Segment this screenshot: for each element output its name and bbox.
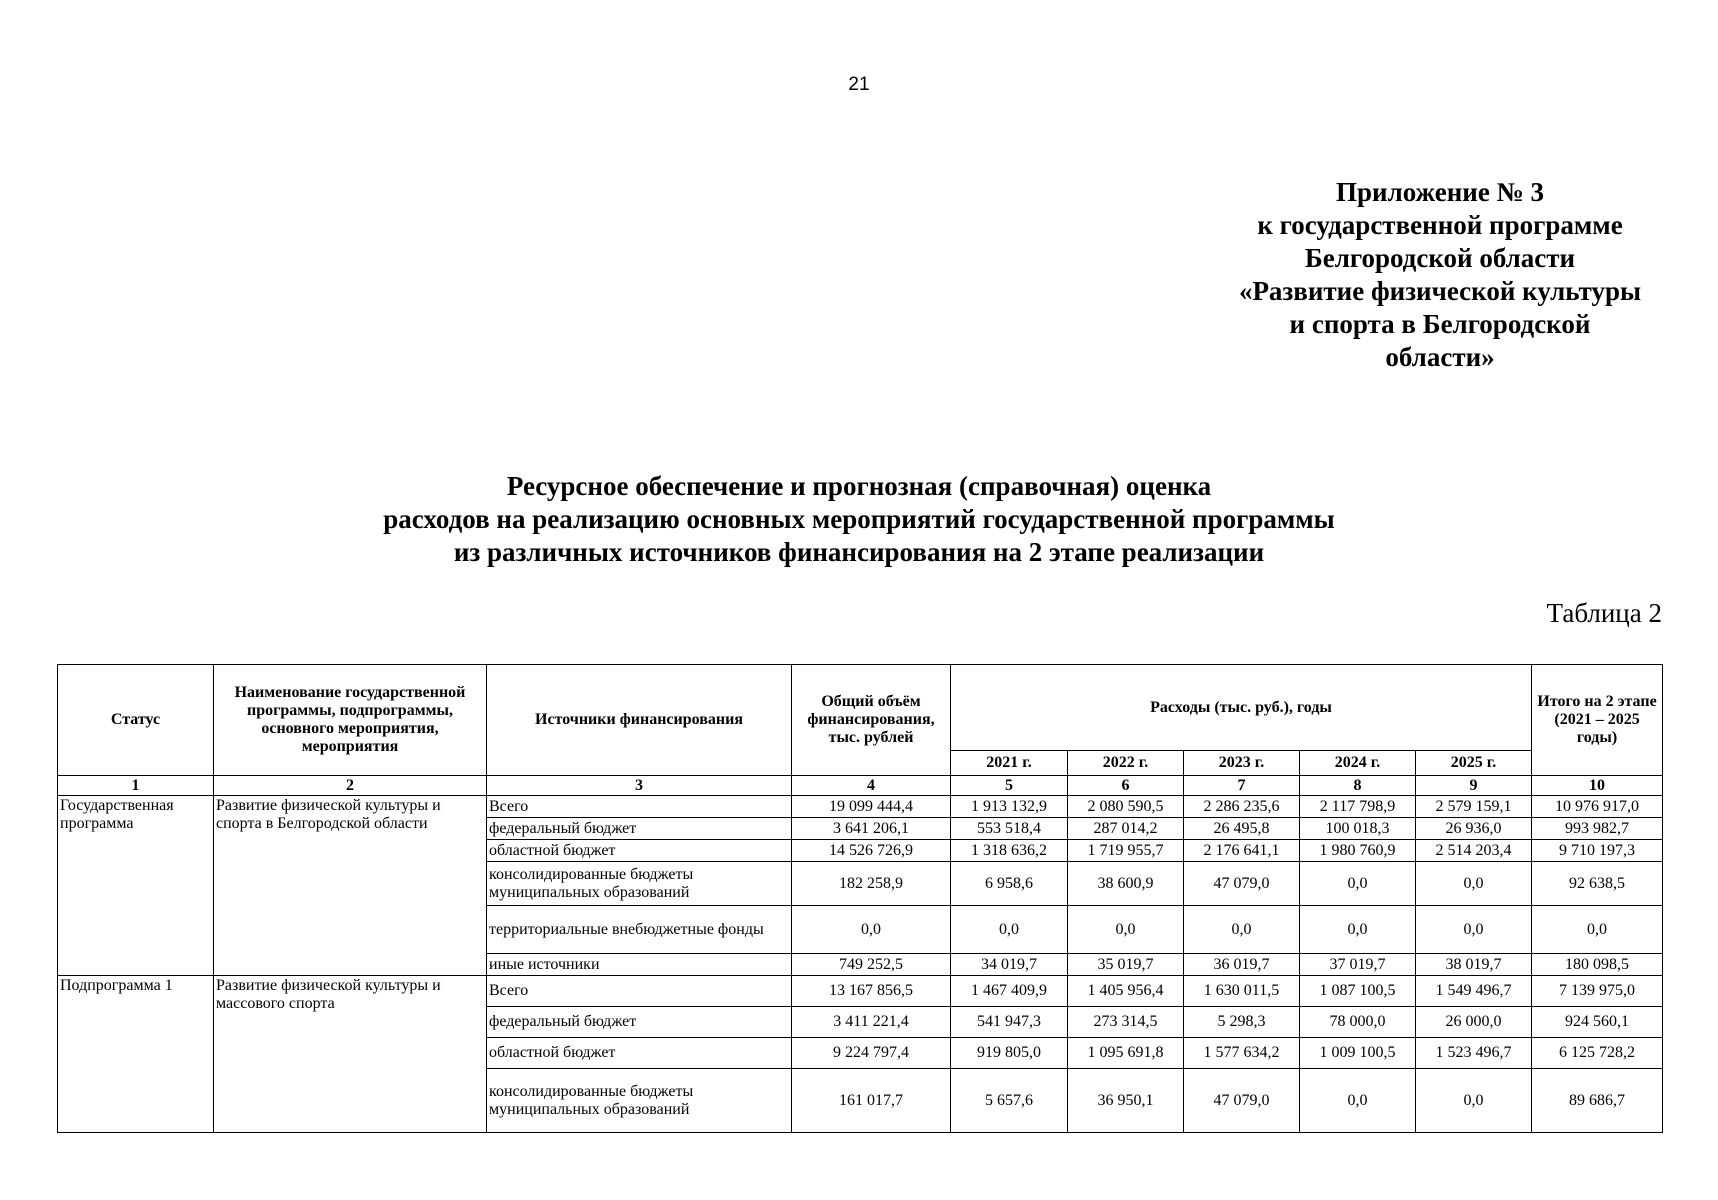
value-cell: 26 936,0 (1416, 818, 1532, 840)
value-cell: 1 630 011,5 (1184, 976, 1300, 1007)
value-cell: 37 019,7 (1300, 954, 1416, 976)
value-cell: 0,0 (1300, 1069, 1416, 1133)
title-line: расходов на реализацию основных мероприятий государственной программы (383, 504, 1335, 534)
value-cell: 1 577 634,2 (1184, 1038, 1300, 1069)
value-cell: 5 298,3 (1184, 1007, 1300, 1038)
value-cell: 0,0 (1184, 906, 1300, 954)
value-cell: 919 805,0 (951, 1038, 1068, 1069)
header-expenses: Расходы (тыс. руб.), годы (951, 665, 1532, 751)
column-number: 2 (214, 776, 487, 796)
value-cell: 9 224 797,4 (792, 1038, 951, 1069)
value-cell: 1 523 496,7 (1416, 1038, 1532, 1069)
value-cell: 541 947,3 (951, 1007, 1068, 1038)
column-number: 6 (1068, 776, 1184, 796)
column-number: 7 (1184, 776, 1300, 796)
table-row (58, 976, 1663, 1007)
source-cell: иные источники (487, 954, 792, 976)
value-cell: 0,0 (792, 906, 951, 954)
value-cell: 34 019,7 (951, 954, 1068, 976)
column-number: 1 (58, 776, 214, 796)
value-cell: 993 982,7 (1532, 818, 1663, 840)
status-cell: Подпрограмма 1 (58, 976, 214, 1133)
value-cell: 1 087 100,5 (1300, 976, 1416, 1007)
value-cell: 19 099 444,4 (792, 796, 951, 818)
header-year: 2023 г. (1184, 751, 1300, 776)
value-cell: 2 514 203,4 (1416, 840, 1532, 862)
value-cell: 0,0 (951, 906, 1068, 954)
value-cell: 2 579 159,1 (1416, 796, 1532, 818)
value-cell: 2 176 641,1 (1184, 840, 1300, 862)
budget-table (57, 664, 1663, 1133)
source-cell: федеральный бюджет (487, 1007, 792, 1038)
header-stage-total: Итого на 2 этапе (2021 – 2025 годы) (1532, 665, 1663, 776)
value-cell: 1 719 955,7 (1068, 840, 1184, 862)
appendix-line: области» (1385, 342, 1495, 372)
value-cell: 36 950,1 (1068, 1069, 1184, 1133)
value-cell: 0,0 (1300, 906, 1416, 954)
value-cell: 2 080 590,5 (1068, 796, 1184, 818)
value-cell: 1 009 100,5 (1300, 1038, 1416, 1069)
value-cell: 1 913 132,9 (951, 796, 1068, 818)
appendix-line: к государственной программе (1257, 210, 1623, 240)
value-cell: 1 095 691,8 (1068, 1038, 1184, 1069)
value-cell: 10 976 917,0 (1532, 796, 1663, 818)
value-cell: 2 117 798,9 (1300, 796, 1416, 818)
value-cell: 3 411 221,4 (792, 1007, 951, 1038)
value-cell: 26 000,0 (1416, 1007, 1532, 1038)
value-cell: 0,0 (1416, 906, 1532, 954)
value-cell: 6 958,6 (951, 862, 1068, 906)
header-total: Общий объём финансирования, тыс. рублей (792, 665, 951, 776)
value-cell: 1 467 409,9 (951, 976, 1068, 1007)
appendix-line: и спорта в Белгородской (1289, 309, 1591, 339)
value-cell: 13 167 856,5 (792, 976, 951, 1007)
header-year: 2025 г. (1416, 751, 1532, 776)
value-cell: 1 405 956,4 (1068, 976, 1184, 1007)
value-cell: 182 258,9 (792, 862, 951, 906)
value-cell: 287 014,2 (1068, 818, 1184, 840)
value-cell: 78 000,0 (1300, 1007, 1416, 1038)
column-number: 10 (1532, 776, 1663, 796)
column-number: 8 (1300, 776, 1416, 796)
value-cell: 749 252,5 (792, 954, 951, 976)
value-cell: 38 019,7 (1416, 954, 1532, 976)
header-name: Наименование государственной программы, подпрограммы, основного мероприятия, мероприятия (214, 665, 487, 776)
value-cell: 92 638,5 (1532, 862, 1663, 906)
status-cell: Государственная программа (58, 796, 214, 976)
value-cell: 2 286 235,6 (1184, 796, 1300, 818)
title-line: Ресурсное обеспечение и прогнозная (справочная) оценка (506, 471, 1212, 501)
value-cell: 0,0 (1416, 862, 1532, 906)
document-title (0, 470, 1718, 569)
value-cell: 100 018,3 (1300, 818, 1416, 840)
value-cell: 1 549 496,7 (1416, 976, 1532, 1007)
value-cell: 0,0 (1532, 906, 1663, 954)
title-line: из различных источников финансирования на 2 этапе реализации (453, 537, 1265, 567)
value-cell: 161 017,7 (792, 1069, 951, 1133)
source-cell: областной бюджет (487, 840, 792, 862)
column-number: 4 (792, 776, 951, 796)
table-row (58, 796, 1663, 818)
source-cell: консолидированные бюджеты муниципальных образований (487, 862, 792, 906)
value-cell: 180 098,5 (1532, 954, 1663, 976)
program-name-cell: Развитие физической культуры и спорта в Белгородской области (214, 796, 487, 976)
value-cell: 14 526 726,9 (792, 840, 951, 862)
header-year: 2022 г. (1068, 751, 1184, 776)
value-cell: 0,0 (1416, 1069, 1532, 1133)
value-cell: 0,0 (1068, 906, 1184, 954)
value-cell: 273 314,5 (1068, 1007, 1184, 1038)
value-cell: 47 079,0 (1184, 1069, 1300, 1133)
appendix-heading (1180, 176, 1700, 374)
source-cell: областной бюджет (487, 1038, 792, 1069)
column-number: 3 (487, 776, 792, 796)
value-cell: 0,0 (1300, 862, 1416, 906)
value-cell: 36 019,7 (1184, 954, 1300, 976)
value-cell: 26 495,8 (1184, 818, 1300, 840)
source-cell: Всего (487, 796, 792, 818)
value-cell: 6 125 728,2 (1532, 1038, 1663, 1069)
header-year: 2021 г. (951, 751, 1068, 776)
appendix-line: Приложение № 3 (1336, 177, 1544, 207)
value-cell: 5 657,6 (951, 1069, 1068, 1133)
appendix-line: Белгородской области (1304, 243, 1576, 273)
column-number: 9 (1416, 776, 1532, 796)
source-cell: территориальные внебюджетные фонды (487, 906, 792, 954)
page-number: 21 (848, 74, 870, 95)
value-cell: 35 019,7 (1068, 954, 1184, 976)
source-cell: консолидированные бюджеты муниципальных образований (487, 1069, 792, 1133)
value-cell: 924 560,1 (1532, 1007, 1663, 1038)
table-label: Таблица 2 (1546, 598, 1662, 628)
header-status: Статус (58, 665, 214, 776)
header-year: 2024 г. (1300, 751, 1416, 776)
source-cell: федеральный бюджет (487, 818, 792, 840)
value-cell: 1 318 636,2 (951, 840, 1068, 862)
column-number: 5 (951, 776, 1068, 796)
appendix-line: «Развитие физической культуры (1238, 276, 1642, 306)
value-cell: 38 600,9 (1068, 862, 1184, 906)
program-name-cell: Развитие физической культуры и массового спорта (214, 976, 487, 1133)
source-cell: Всего (487, 976, 792, 1007)
value-cell: 47 079,0 (1184, 862, 1300, 906)
value-cell: 553 518,4 (951, 818, 1068, 840)
value-cell: 3 641 206,1 (792, 818, 951, 840)
value-cell: 7 139 975,0 (1532, 976, 1663, 1007)
value-cell: 1 980 760,9 (1300, 840, 1416, 862)
header-sources: Источники финансирования (487, 665, 792, 776)
value-cell: 89 686,7 (1532, 1069, 1663, 1133)
value-cell: 9 710 197,3 (1532, 840, 1663, 862)
